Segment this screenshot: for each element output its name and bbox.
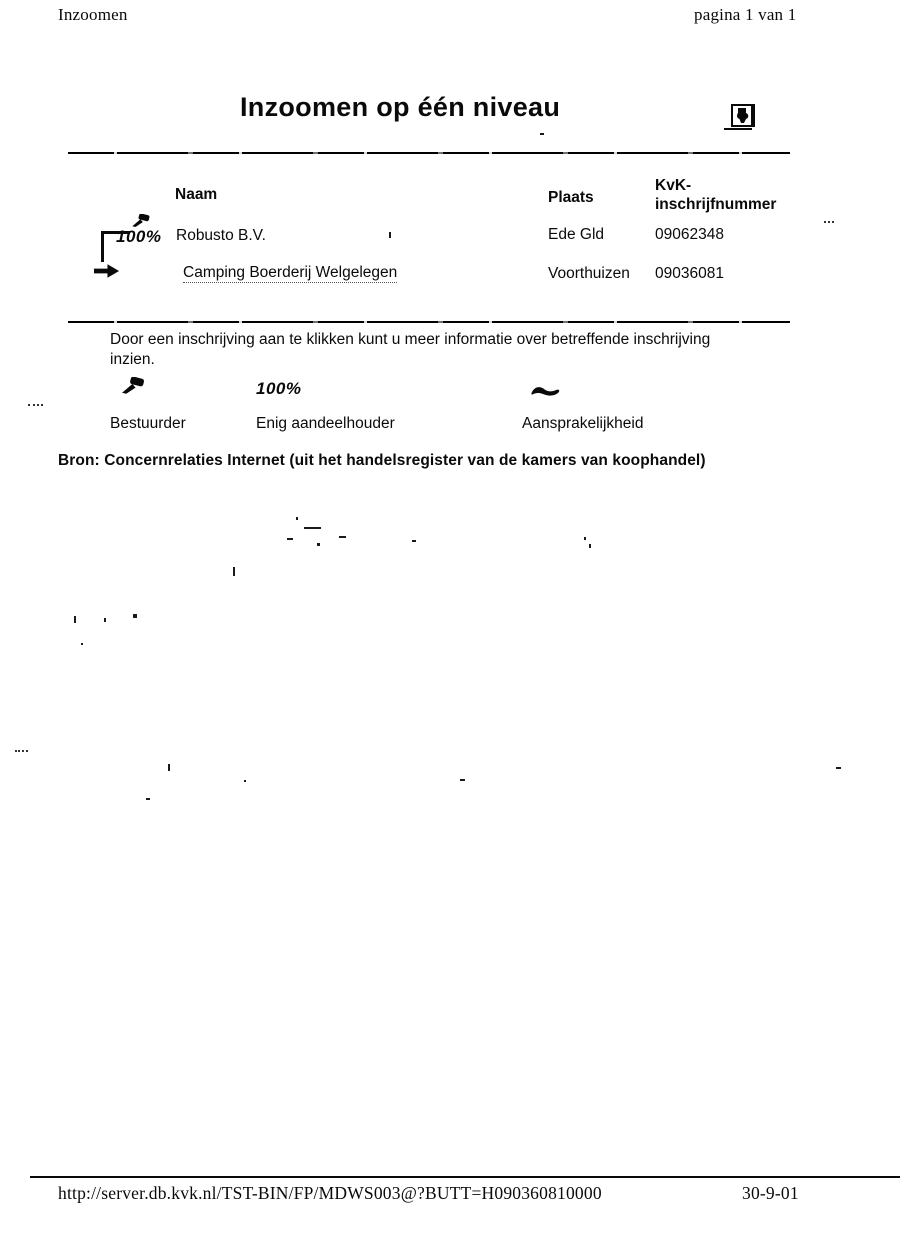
divider-top [68, 152, 790, 154]
icon-underline [724, 128, 752, 130]
scan-artifact [584, 537, 586, 540]
row-plaats: Ede Gld [548, 226, 605, 243]
scan-artifact [74, 616, 76, 623]
legend-label-aansprakelijkheid: Aansprakelijkheid [522, 415, 644, 432]
info-text: Door een inschrijving aan te klikken kunt u meer informatie over betreffende inschrijving inzien. [110, 331, 711, 368]
scan-artifact [304, 527, 321, 529]
scan-artifact [81, 643, 83, 645]
column-header-kvk [655, 176, 776, 214]
bestuurder-icon [131, 214, 153, 227]
source-line: Bron: Concernrelaties Internet (uit het handelsregister van de kamers van koophandel) [58, 452, 706, 469]
company-link-camping-label[interactable]: Camping Boerderij Welgelegen [183, 264, 398, 281]
scan-artifact [836, 767, 841, 769]
ownership-share: 100% [116, 227, 162, 246]
column-header-kvk-line2: inschrijfnummer [655, 196, 777, 213]
percentage-symbol: 100% [256, 379, 302, 398]
company-link-robusto[interactable]: Robusto B.V. [176, 227, 266, 244]
print-header-right: pagina 1 van 1 [694, 5, 797, 24]
scan-artifact [824, 221, 834, 223]
page-title: Inzoomen op één niveau [240, 92, 561, 122]
scan-artifact [460, 779, 465, 781]
scan-artifact [104, 618, 106, 622]
scan-artifact [296, 517, 298, 520]
scan-artifact [146, 798, 150, 800]
scan-artifact [244, 780, 246, 782]
bestuurder-icon [121, 377, 148, 394]
column-header-kvk-line1: KvK- [655, 177, 692, 194]
scan-artifact [287, 538, 293, 540]
current-arrow-icon [93, 263, 120, 279]
footer-date: 30-9-01 [742, 1183, 799, 1203]
aansprakelijkheid-icon [531, 384, 561, 398]
scan-artifact [28, 404, 43, 406]
broken-image-icon[interactable] [731, 104, 755, 127]
legend-label-bestuurder: Bestuurder [110, 415, 186, 432]
scan-artifact [233, 567, 235, 576]
scan-artifact [389, 232, 391, 238]
row-kvk-number: 09036081 [655, 265, 724, 282]
scan-artifact [317, 543, 320, 546]
row-plaats: Voorthuizen [548, 265, 630, 282]
scan-artifact [168, 764, 170, 771]
company-link-camping[interactable] [183, 264, 397, 282]
footer-divider [30, 1176, 900, 1178]
image-glyph-icon [733, 107, 751, 124]
scan-artifact [589, 544, 591, 548]
scan-artifact [540, 133, 544, 135]
column-header-plaats: Plaats [548, 189, 594, 206]
print-header-left: Inzoomen [58, 5, 128, 24]
legend-label-enig-aandeelhouder: Enig aandeelhouder [256, 415, 395, 432]
scan-artifact [133, 614, 137, 618]
scan-artifact [412, 540, 416, 542]
footer-url: http://server.db.kvk.nl/TST-BIN/FP/MDWS003@?BUTT=H090360810000 [58, 1183, 602, 1203]
scan-artifact [339, 536, 346, 538]
row-kvk-number: 09062348 [655, 226, 724, 243]
divider-bottom [68, 321, 790, 323]
column-header-naam: Naam [175, 186, 218, 203]
scan-artifact [15, 750, 28, 752]
